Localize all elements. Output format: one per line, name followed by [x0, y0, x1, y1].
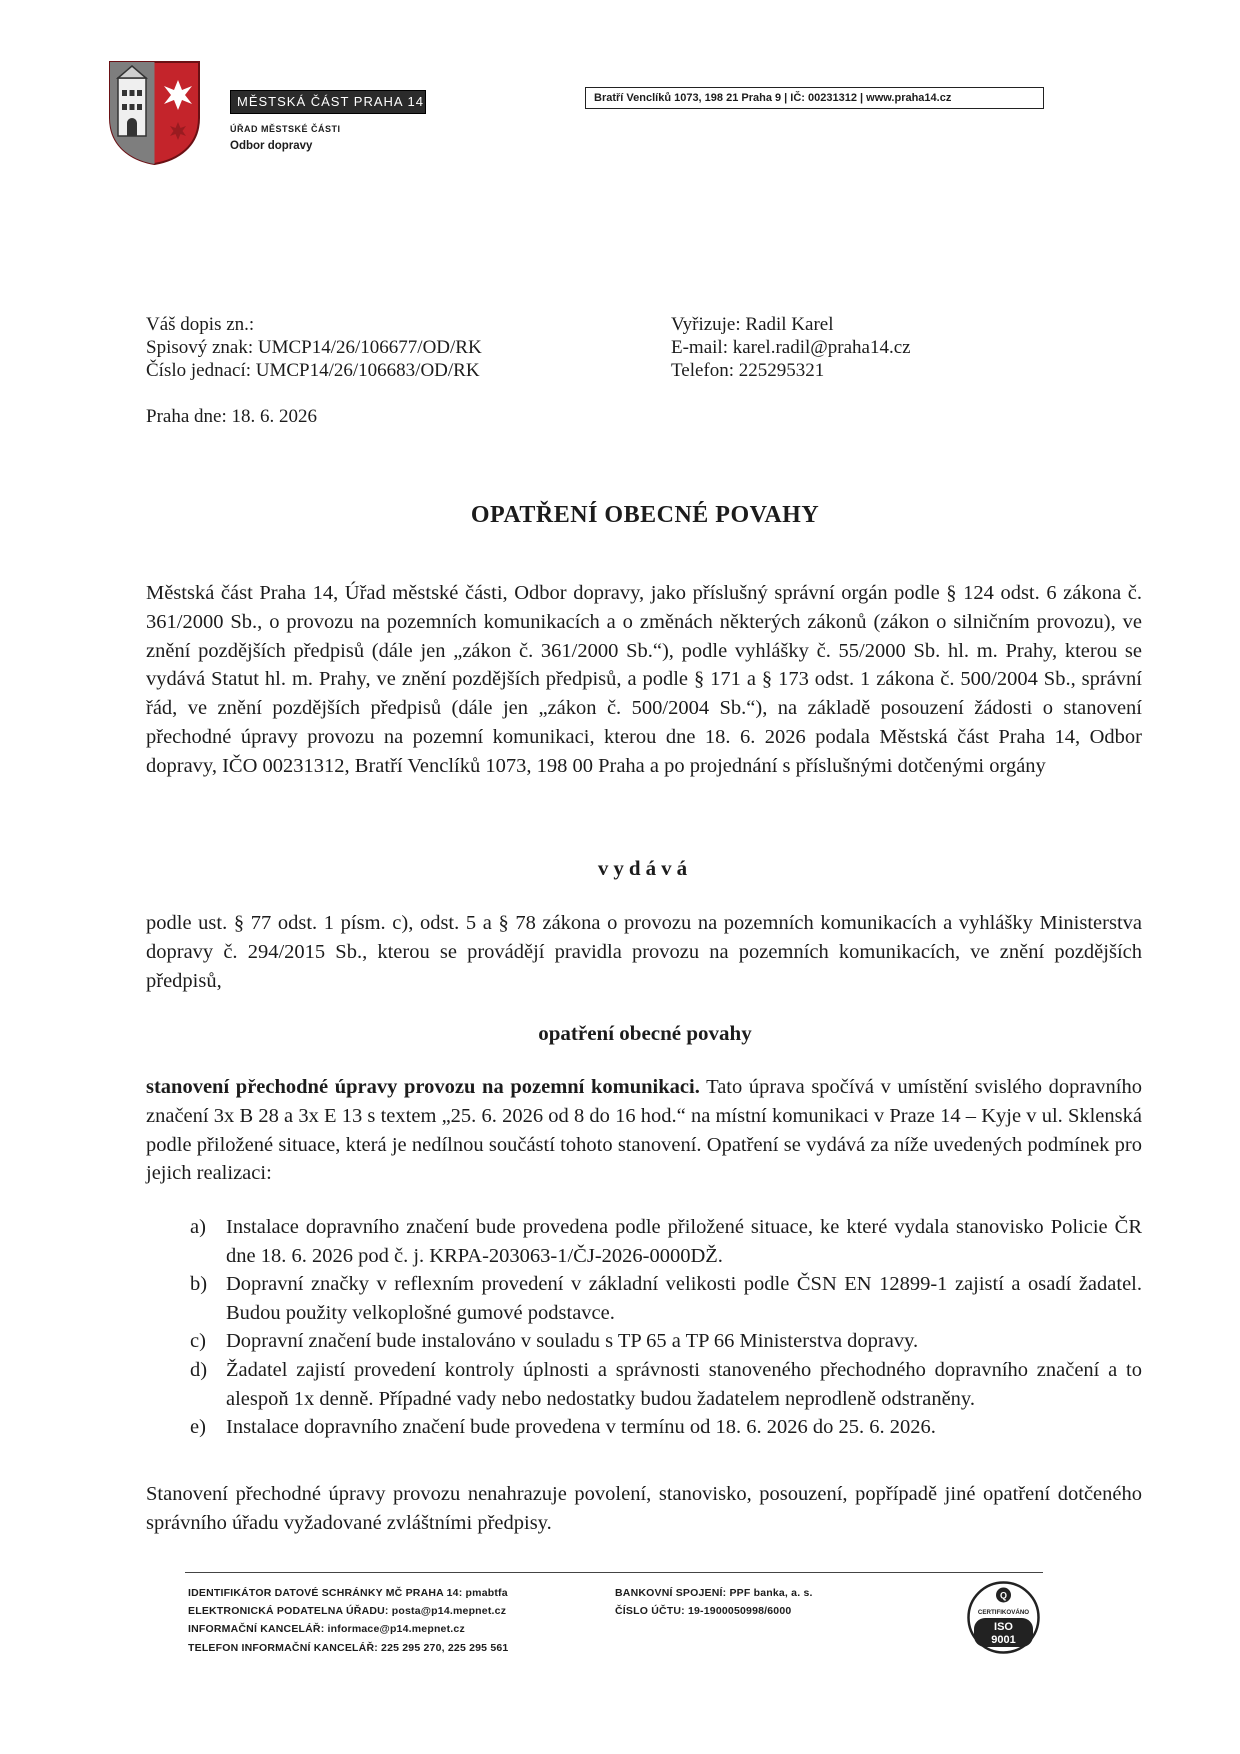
list-item-letter: c): [190, 1330, 206, 1353]
electronic-registry: ELEKTRONICKÁ PODATELNA ÚŘADU: posta@p14.mepnet.cz: [188, 1605, 507, 1618]
phone: Telefon: 225295321: [671, 360, 825, 381]
account-number: ČÍSLO ÚČTU: 19-1900050998/6000: [615, 1605, 792, 1618]
department-name: Odbor dopravy: [230, 140, 313, 152]
letter-reference: Váš dopis zn.:: [146, 314, 255, 335]
conditions-list: [146, 1213, 1142, 1442]
brand-bar: [230, 90, 426, 114]
list-item-letter: e): [190, 1416, 206, 1439]
badge-label: CERTIFIKOVÁNO: [977, 1609, 1030, 1616]
list-item-text: Dopravní značení bude instalováno v souladu s TP 65 a TP 66 Ministerstva dopravy.: [226, 1330, 919, 1353]
list-item-text: Instalace dopravního značení bude provedena v termínu od 18. 6. 2026 do 25. 6. 2026.: [226, 1416, 936, 1439]
data-box-id: IDENTIFIKÁTOR DATOVÉ SCHRÁNKY MČ PRAHA 14: pmabtfa: [188, 1587, 508, 1599]
footer-contact: [188, 1584, 508, 1657]
svg-text:Q: Q: [999, 1590, 1008, 1601]
badge-iso: ISO: [994, 1621, 1013, 1633]
document-title: OPATŘENÍ OBECNÉ POVAHY: [470, 502, 820, 528]
iso-certification-icon: [966, 1580, 1041, 1655]
issues-heading: vydává: [597, 856, 693, 880]
city-crest-icon: [108, 60, 201, 165]
reference-block: [146, 313, 482, 382]
list-item: [146, 1327, 1142, 1356]
intro-paragraph: Městská část Praha 14, Úřad městské části, Odbor dopravy, jako příslušný správní orgán podle § 124 odst. 6 zákona č. 361/2000 Sb., o provozu na pozemních komunikacích a o změnách některých zákonů (zákon o silničním provozu), ve znění pozdějších předpisů (dále jen „zákon č. 361/2000 Sb.“), podle vyhlášky č. 55/2000 Sb. hl. m. Prahy, kterou se vydává Statut hl. m. Prahy, ve znění pozdějších předpisů, a podle § 171 a § 173 odst. 1 zákona č. 500/2004 Sb., správní řád, ve znění pozdějších předpisů (dále jen „zákon č. 500/2004 Sb.“), na základě posouzení žádosti o stanovení přechodné úpravy provozu na pozemní komunikaci, kterou dne 18. 6. 2026 podala Městská část Praha 14, Odbor dopravy, IČO 00231312, Bratří Venclíků 1073, 198 00 Praha a po projednání s příslušnými dotčenými orgány: [146, 582, 1142, 777]
footer-bank: [615, 1584, 813, 1620]
legal-basis-paragraph: podle ust. § 77 odst. 1 písm. c), odst. 5 a § 78 zákona o provozu na pozemních komunikacích a vyhlášky Ministerstva dopravy č. 294/2015 Sb., kterou se provádějí pravidla provozu na pozemních komunikacích, ve znění pozdějších předpisů,: [146, 912, 1142, 992]
decision-subject: stanovení přechodné úpravy provozu na pozemní komunikaci.: [146, 1076, 700, 1098]
closing-paragraph: Stanovení přechodné úpravy provozu nenahrazuje povolení, stanovisko, posouzení, popřípadě jiné opatření dotčeného správního úřadu vyžadované zvláštními předpisy.: [146, 1483, 1142, 1534]
info-office-phone: TELEFON INFORMAČNÍ KANCELÁŘ: 225 295 270, 225 295 561: [188, 1641, 509, 1654]
list-item-letter: b): [190, 1273, 208, 1296]
list-item-text: Dopravní značky v reflexním provedení v základní velikosti podle ČSN EN 12899-1 zajistí a osadí žadatel. Budou použity velkoplošné gumové podstavce.: [226, 1273, 1142, 1324]
decision-paragraph: [146, 1073, 1142, 1188]
file-mark: Spisový znak: UMCP14/26/106677/OD/RK: [146, 337, 482, 358]
office-name: ÚŘAD MĚSTSKÉ ČÁSTI: [230, 124, 341, 134]
list-item: [146, 1356, 1142, 1413]
decision-heading: opatření obecné povahy: [538, 1021, 752, 1045]
footer-divider: [185, 1572, 1043, 1573]
email: E-mail: karel.radil@praha14.cz: [671, 337, 911, 358]
list-item-text: Žadatel zajistí provedení kontroly úplnosti a správnosti stanoveného přechodného dopravního značení a to alespoň 1x denně. Případné vady nebo nedostatky budou žadatelem neprodleně odstraněny.: [226, 1358, 1142, 1410]
list-item-letter: d): [190, 1358, 208, 1381]
list-item-text: Instalace dopravního značení bude provedena podle přiložené situace, ke které vydala stanovisko Policie ČR dne 18. 6. 2026 pod č. j. KRPA-203063-1/ČJ-2026-0000DŽ.: [226, 1216, 1142, 1267]
reference-number: Číslo jednací: UMCP14/26/106683/OD/RK: [146, 360, 480, 381]
list-item: [146, 1213, 1142, 1270]
brand-name: MĚSTSKÁ ČÁST PRAHA 14: [237, 94, 424, 109]
issue-date: Praha dne: 18. 6. 2026: [146, 406, 317, 427]
contact-person-block: [671, 313, 911, 382]
list-item: [146, 1413, 1142, 1442]
contact-box: [585, 87, 1044, 109]
list-item: [146, 1270, 1142, 1327]
info-office-email: INFORMAČNÍ KANCELÁŘ: informace@p14.mepnet.cz: [188, 1623, 465, 1636]
badge-number: 9001: [991, 1634, 1016, 1646]
contact-info: Bratří Venclíků 1073, 198 21 Praha 9 | IČ: 00231312 | www.praha14.cz: [594, 92, 952, 104]
bank-connection: BANKOVNÍ SPOJENÍ: PPF banka, a. s.: [615, 1587, 813, 1599]
handled-by: Vyřizuje: Radil Karel: [671, 314, 834, 335]
decision-description: Tato úprava spočívá v umístění svislého dopravního značení 3x B 28 a 3x E 13 s textem „25. 6. 2026 od 8 do 16 hod.“ na místní komunikaci v Praze 14 – Kyje v ul. Sklenská podle přiložené situace, která je nedílnou součástí tohoto stanovení. Opatření se vydává za níže uvedených podmínek pro jejich realizaci:: [146, 1076, 1142, 1185]
list-item-letter: a): [190, 1216, 206, 1238]
